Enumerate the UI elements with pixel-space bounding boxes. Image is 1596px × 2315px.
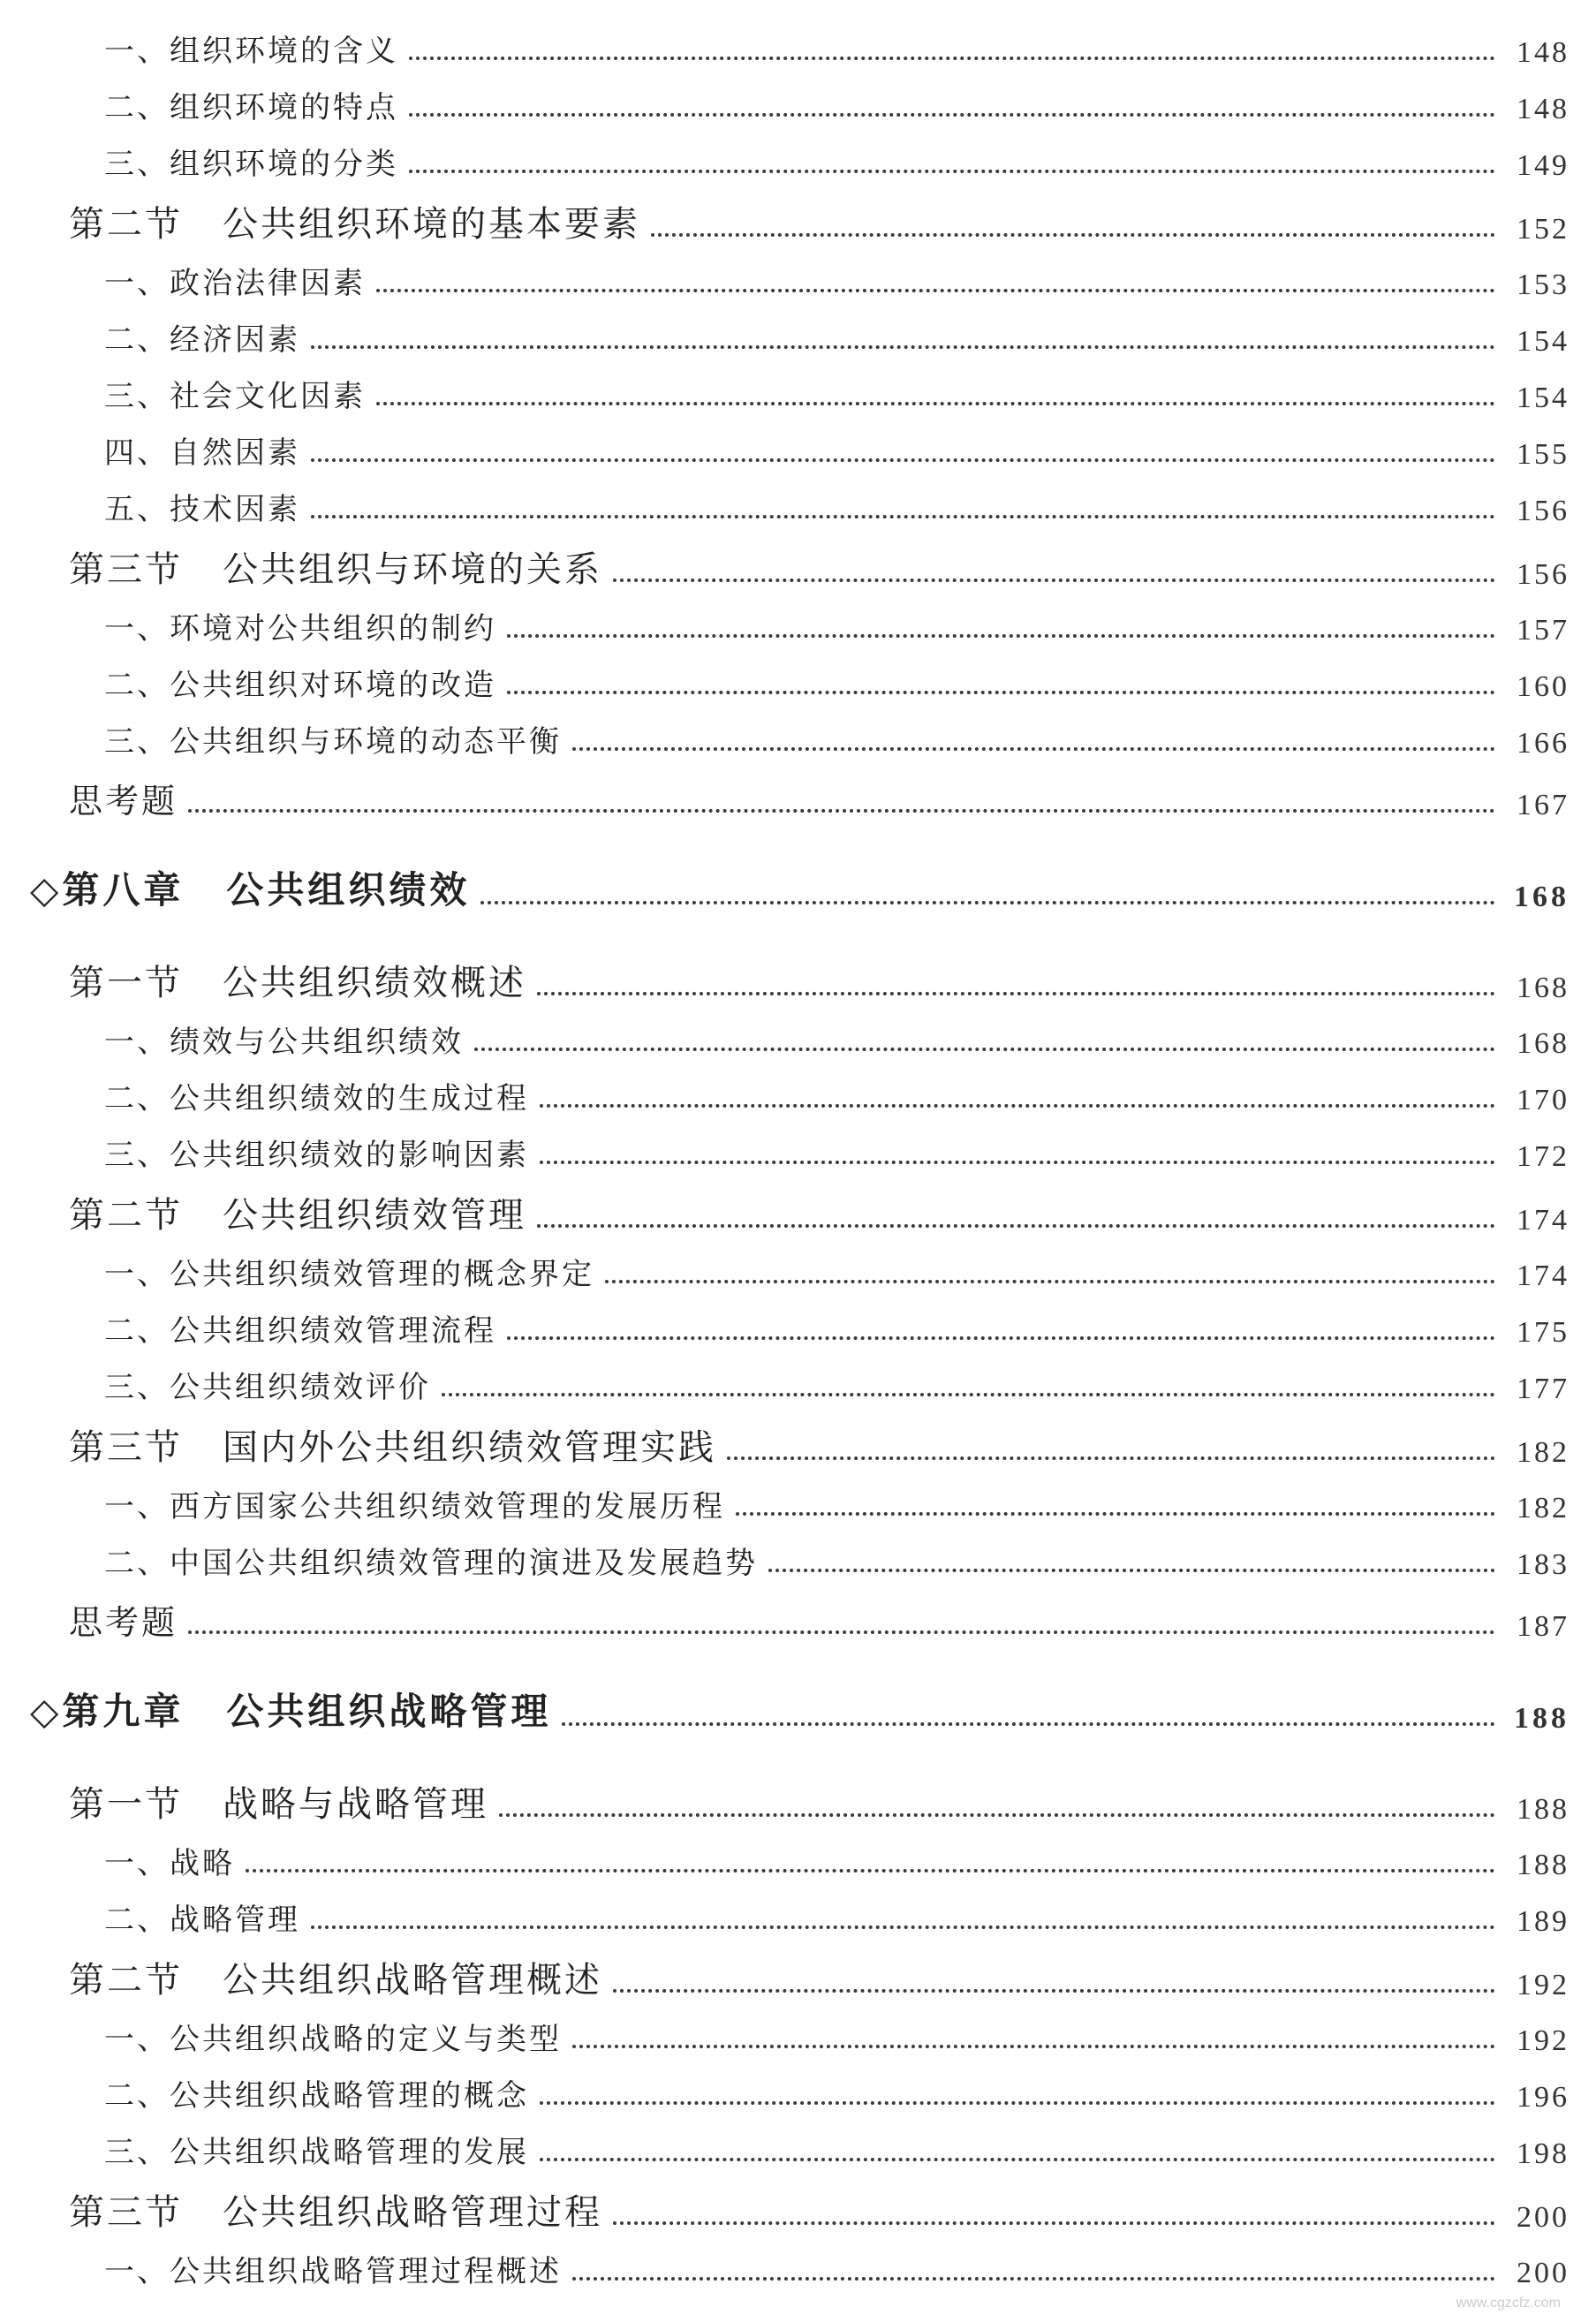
section-label: 第二节 — [69, 204, 183, 245]
section-title: 公共组织环境的基本要素 — [223, 204, 640, 245]
page-number: 175 — [1517, 1316, 1570, 1349]
page-number: 192 — [1517, 2024, 1570, 2057]
entry-title: 二、公共组织绩效管理流程 — [104, 1313, 496, 1349]
page-number: 148 — [1517, 36, 1570, 69]
page-number: 157 — [1517, 614, 1570, 647]
page-number: 189 — [1517, 1905, 1570, 1938]
page-number: 152 — [1517, 213, 1570, 246]
page-number: 155 — [1517, 438, 1570, 471]
toc-section[interactable] — [69, 1187, 1570, 1237]
diamond-icon: ◇ — [30, 868, 63, 912]
dot-leader — [537, 1224, 1495, 1228]
entry-title: 二、经济因素 — [104, 322, 300, 358]
toc-entry[interactable] — [104, 1250, 1570, 1293]
section-label: 第二节 — [69, 1195, 183, 1236]
page-number: 183 — [1517, 1548, 1570, 1581]
toc-entry[interactable] — [104, 1131, 1570, 1174]
toc-entry[interactable] — [104, 1539, 1570, 1582]
entry-title: 思考题 — [69, 1603, 178, 1642]
dot-leader — [474, 1048, 1495, 1051]
page-number: 174 — [1517, 1260, 1570, 1292]
page-number: 188 — [1514, 1702, 1570, 1735]
dot-leader — [311, 515, 1495, 518]
entry-title: 三、公共组织绩效评价 — [104, 1370, 431, 1405]
entry-title: 二、公共组织战略管理的概念 — [104, 2078, 529, 2114]
toc-entry[interactable] — [104, 2071, 1570, 2115]
diamond-icon: ◇ — [30, 1690, 63, 1733]
section-label: 第一节 — [69, 963, 183, 1003]
page-number: 200 — [1517, 2257, 1570, 2289]
page-number: 154 — [1517, 382, 1570, 414]
entry-title: 一、公共组织战略的定义与类型 — [104, 2022, 562, 2057]
dot-leader — [409, 113, 1495, 117]
watermark: www.cgzcfz.com — [1456, 2296, 1561, 2311]
entry-title: 一、西方国家公共组织绩效管理的发展历程 — [104, 1489, 725, 1524]
dot-leader — [499, 1813, 1495, 1817]
entry-title: 二、战略管理 — [104, 1903, 300, 1938]
dot-leader — [562, 1722, 1495, 1726]
page-number: 174 — [1517, 1204, 1570, 1237]
dot-leader — [311, 345, 1495, 349]
toc-entry[interactable] — [104, 1363, 1570, 1406]
chapter-label: 第九章 — [62, 1690, 185, 1733]
entry-title: 三、公共组织战略管理的发展 — [104, 2135, 529, 2170]
dot-leader — [442, 1393, 1495, 1396]
toc-questions[interactable] — [69, 774, 1570, 822]
dot-leader — [537, 992, 1495, 995]
page-number: 160 — [1517, 670, 1570, 703]
page-number: 200 — [1517, 2201, 1570, 2234]
dot-leader — [540, 1161, 1495, 1164]
toc-entry[interactable] — [104, 485, 1570, 528]
page-number: 177 — [1517, 1373, 1570, 1405]
page-number: 156 — [1517, 558, 1570, 591]
entry-title: 二、中国公共组织绩效管理的演进及发展趋势 — [104, 1546, 758, 1581]
entry-title: 一、绩效与公共组织绩效 — [104, 1025, 464, 1060]
page-number: 168 — [1517, 972, 1570, 1004]
page-number: 182 — [1517, 1436, 1570, 1469]
dot-leader — [188, 809, 1495, 813]
entry-title: 思考题 — [69, 782, 178, 821]
page-number: 172 — [1517, 1140, 1570, 1173]
toc-questions[interactable] — [69, 1595, 1570, 1644]
toc-section[interactable] — [69, 1419, 1570, 1470]
dot-leader — [540, 1104, 1495, 1108]
toc-entry[interactable] — [104, 259, 1570, 302]
page-number: 182 — [1517, 1492, 1570, 1524]
page-number: 170 — [1517, 1084, 1570, 1116]
page-number: 154 — [1517, 325, 1570, 358]
dot-leader — [480, 901, 1495, 904]
dot-leader — [507, 691, 1495, 694]
entry-title: 一、公共组织绩效管理的概念界定 — [104, 1257, 594, 1292]
entry-title: 五、技术因素 — [104, 492, 300, 527]
page-number: 196 — [1517, 2081, 1570, 2114]
dot-leader — [727, 1456, 1495, 1460]
toc-entry[interactable] — [104, 1018, 1570, 1061]
dot-leader — [572, 2277, 1495, 2281]
section-title: 公共组织战略管理过程 — [223, 2192, 602, 2233]
toc-entry[interactable] — [104, 140, 1570, 183]
dot-leader — [613, 579, 1495, 582]
toc-section[interactable] — [69, 541, 1570, 592]
toc-entry[interactable] — [104, 604, 1570, 647]
dot-leader — [605, 1280, 1495, 1283]
chapter-title: 公共组织绩效 — [226, 868, 471, 912]
section-label: 第一节 — [69, 1784, 183, 1825]
toc-entry[interactable] — [104, 1839, 1570, 1882]
dot-leader — [507, 1336, 1495, 1340]
dot-leader — [376, 402, 1495, 405]
dot-leader — [736, 1512, 1495, 1516]
toc-entry[interactable] — [104, 661, 1570, 704]
entry-title: 三、社会文化因素 — [104, 379, 366, 414]
entry-title: 三、公共组织绩效的影响因素 — [104, 1138, 529, 1173]
toc-entry[interactable] — [104, 2247, 1570, 2290]
toc-entry[interactable] — [104, 26, 1570, 70]
entry-title: 二、公共组织绩效的生成过程 — [104, 1081, 529, 1116]
toc-entry[interactable] — [104, 717, 1570, 760]
dot-leader — [376, 289, 1495, 292]
dot-leader — [572, 747, 1495, 751]
entry-title: 四、自然因素 — [104, 435, 300, 471]
toc-entry[interactable] — [104, 2015, 1570, 2058]
page-number: 148 — [1517, 93, 1570, 125]
toc-section[interactable] — [69, 1776, 1570, 1827]
dot-leader — [768, 1569, 1495, 1572]
toc-section[interactable] — [69, 2184, 1570, 2235]
chapter-title: 公共组织战略管理 — [226, 1690, 552, 1733]
toc-entry[interactable] — [104, 1482, 1570, 1525]
page-number: 166 — [1517, 727, 1570, 760]
entry-title: 三、公共组织与环境的动态平衡 — [104, 724, 562, 760]
dot-leader — [188, 1630, 1495, 1634]
toc-section[interactable] — [69, 196, 1570, 246]
dot-leader — [507, 634, 1495, 638]
toc-chapter[interactable] — [30, 1683, 1570, 1736]
dot-leader — [540, 2158, 1495, 2161]
section-title: 公共组织绩效管理 — [223, 1195, 526, 1236]
page-number: 198 — [1517, 2137, 1570, 2170]
entry-title: 一、政治法律因素 — [104, 266, 366, 301]
section-label: 第二节 — [69, 1960, 183, 2001]
page-number: 153 — [1517, 269, 1570, 301]
toc-entry[interactable] — [104, 372, 1570, 415]
page-number: 149 — [1517, 149, 1570, 182]
dot-leader — [651, 233, 1495, 237]
page-number: 187 — [1517, 1610, 1570, 1643]
section-title: 公共组织战略管理概述 — [223, 1960, 602, 2001]
page-number: 188 — [1517, 1849, 1570, 1881]
dot-leader — [246, 1869, 1495, 1872]
toc-entry[interactable] — [104, 83, 1570, 126]
page-number: 156 — [1517, 495, 1570, 527]
dot-leader — [613, 2221, 1495, 2225]
toc-section[interactable] — [69, 1952, 1570, 2002]
section-label: 第三节 — [69, 549, 183, 590]
toc-section[interactable] — [69, 955, 1570, 1005]
entry-title: 一、环境对公共组织的制约 — [104, 611, 496, 647]
section-label: 第三节 — [69, 1427, 183, 1468]
page-number: 167 — [1517, 789, 1570, 821]
toc-entry[interactable] — [104, 1074, 1570, 1117]
entry-title: 一、组织环境的含义 — [104, 34, 398, 69]
toc-entry[interactable] — [104, 1306, 1570, 1350]
page-number: 168 — [1517, 1027, 1570, 1060]
dot-leader — [409, 170, 1495, 173]
toc-entry[interactable] — [104, 1895, 1570, 1939]
dot-leader — [613, 1989, 1495, 1993]
section-title: 国内外公共组织绩效管理实践 — [223, 1427, 716, 1468]
chapter-label: 第八章 — [62, 868, 185, 912]
section-label: 第三节 — [69, 2192, 183, 2233]
toc-entry[interactable] — [104, 2128, 1570, 2171]
toc-chapter[interactable] — [30, 861, 1570, 914]
entry-title: 三、组织环境的分类 — [104, 147, 398, 182]
page-number: 188 — [1517, 1793, 1570, 1826]
page-number: 168 — [1514, 881, 1570, 913]
dot-leader — [572, 2045, 1495, 2048]
entry-title: 二、组织环境的特点 — [104, 90, 398, 125]
section-title: 战略与战略管理 — [223, 1784, 488, 1825]
dot-leader — [540, 2101, 1495, 2105]
toc-entry[interactable] — [104, 428, 1570, 472]
section-title: 公共组织绩效概述 — [223, 963, 526, 1003]
section-title: 公共组织与环境的关系 — [223, 549, 602, 590]
dot-leader — [311, 458, 1495, 462]
dot-leader — [409, 57, 1495, 60]
toc-entry[interactable] — [104, 315, 1570, 359]
dot-leader — [311, 1925, 1495, 1929]
entry-title: 二、公共组织对环境的改造 — [104, 668, 496, 703]
page-number: 192 — [1517, 1969, 1570, 2001]
entry-title: 一、公共组织战略管理过程概述 — [104, 2254, 562, 2289]
entry-title: 一、战略 — [104, 1846, 235, 1881]
